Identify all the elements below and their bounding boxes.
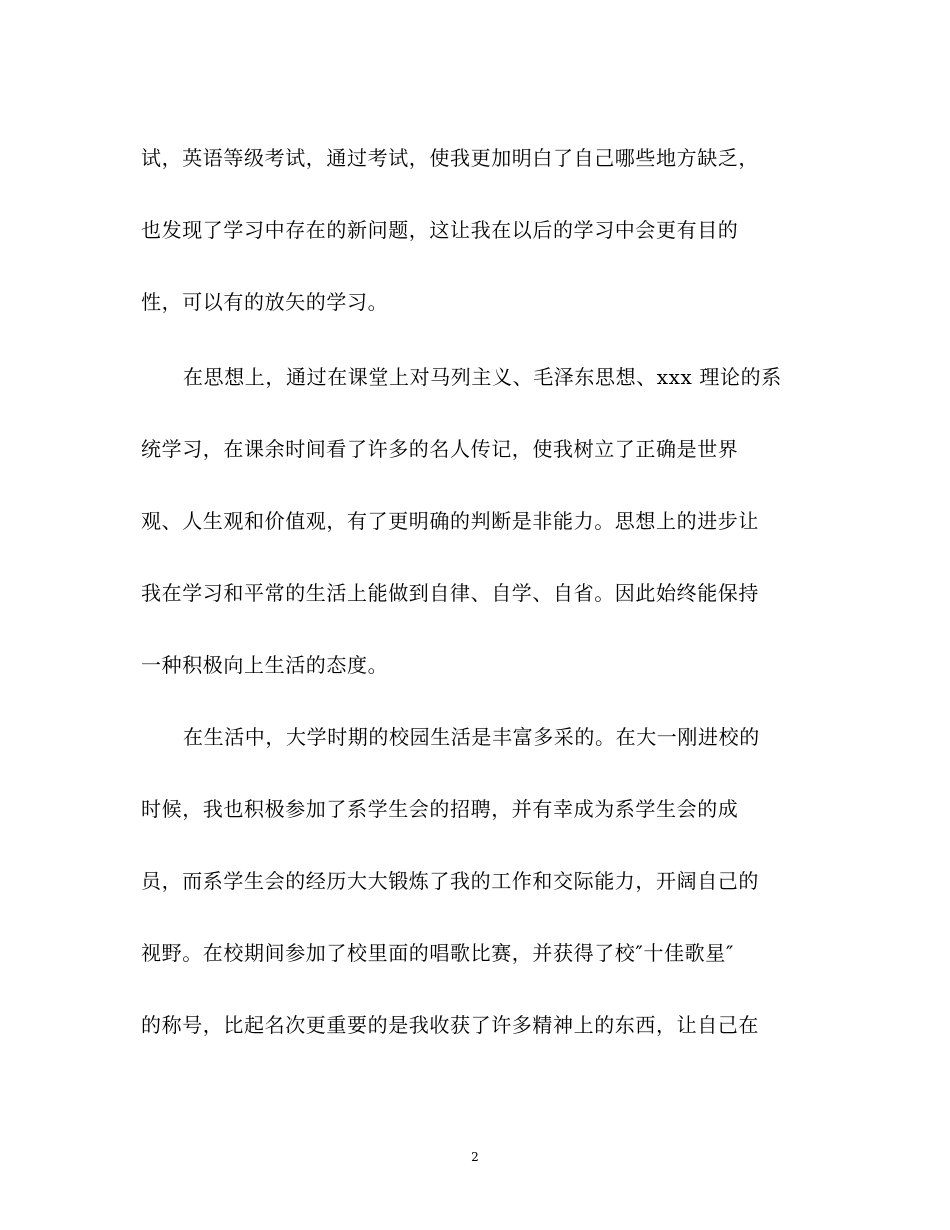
body-text-line: 的称号，比起名次更重要的是我收获了许多精神上的东西，让自己在 <box>141 1013 759 1037</box>
body-text-line: 一种积极向上生活的态度。 <box>141 653 389 677</box>
body-text-line: 试，英语等级考试，通过考试，使我更加明白了自己哪些地方缺乏， <box>141 146 759 170</box>
paragraph-start-line: 在思想上，通过在课堂上对马列主义、毛泽东思想、xxx 理论的系 <box>183 365 782 389</box>
body-text-line: 时候，我也积极参加了系学生会的招聘，并有幸成为系学生会的成 <box>141 797 739 821</box>
body-text-line: 我在学习和平常的生活上能做到自律、自学、自省。因此始终能保持 <box>141 581 759 605</box>
body-text-line: 员，而系学生会的经历大大锻炼了我的工作和交际能力，开阔自己的 <box>141 869 759 893</box>
body-text-line: 观、人生观和价值观，有了更明确的判断是非能力。思想上的进步让 <box>141 509 759 533</box>
body-text-line: 视野。在校期间参加了校里面的唱歌比赛，并获得了校″十佳歌星″ <box>141 941 734 965</box>
body-text-line: 统学习，在课余时间看了许多的名人传记，使我树立了正确是世界 <box>141 437 739 461</box>
body-text-line: 也发现了学习中存在的新问题，这让我在以后的学习中会更有目的 <box>141 218 739 242</box>
paragraph-start-line: 在生活中，大学时期的校园生活是丰富多采的。在大一刚进校的 <box>183 725 760 749</box>
page-number: 2 <box>471 1150 479 1164</box>
body-text-line: 性，可以有的放矢的学习。 <box>141 290 389 314</box>
